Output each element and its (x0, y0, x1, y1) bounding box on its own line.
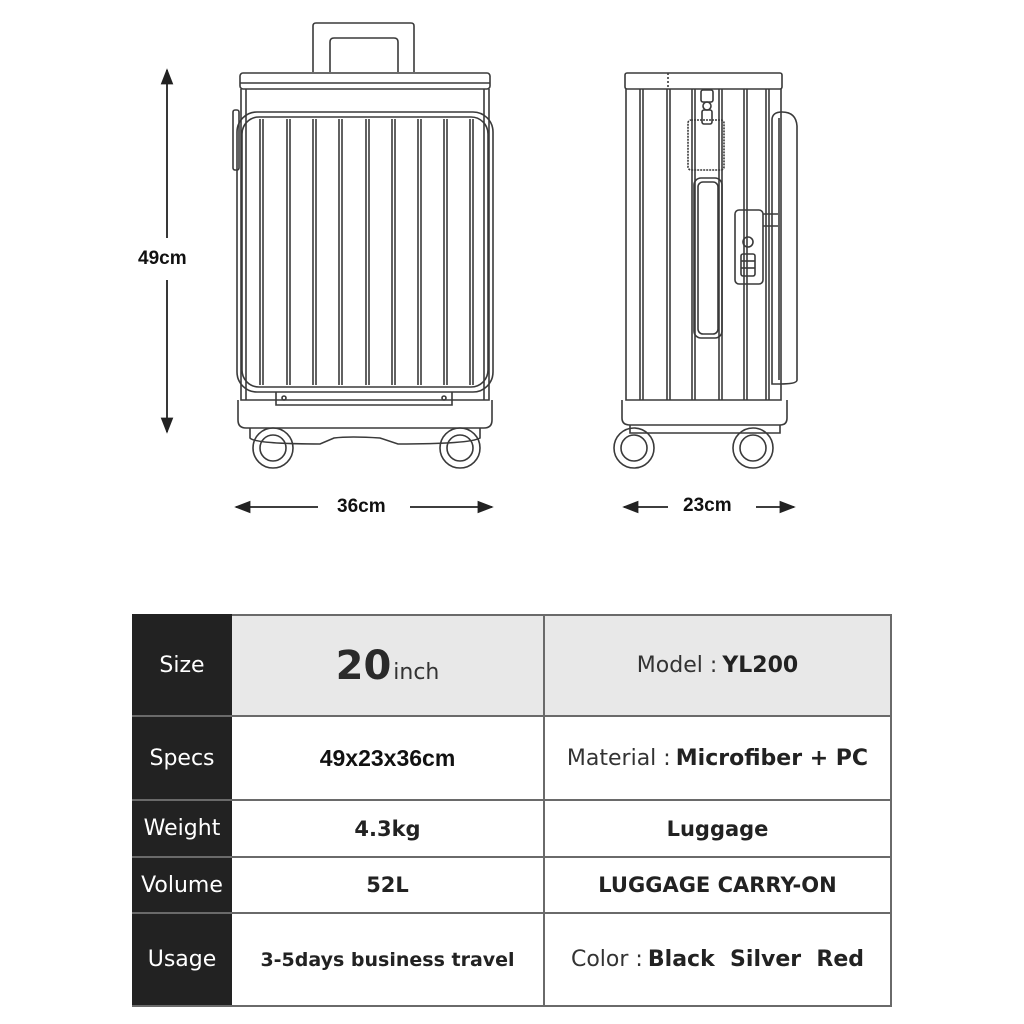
row-header: Specs (133, 716, 231, 800)
volume-text: 52L (366, 873, 409, 897)
material-key: Material : (566, 745, 671, 771)
spec-row-size (133, 615, 891, 716)
weight-value (231, 800, 544, 857)
material-value: Microfiber + PC (675, 745, 869, 771)
spec-row-specs (133, 716, 891, 800)
row-header: Usage (133, 913, 231, 1006)
model-cell (544, 615, 891, 716)
row-header: Weight (133, 800, 231, 857)
height-dimension-label: 49cm (138, 248, 187, 269)
type-text: LUGGAGE CARRY-ON (598, 873, 837, 897)
size-value (231, 615, 544, 716)
spec-row-weight (133, 800, 891, 857)
side-view-suitcase-icon (614, 73, 797, 468)
specs-dimensions: 49x23x36cm (319, 744, 456, 771)
category-cell (544, 800, 891, 857)
usage-value (231, 913, 544, 1006)
specs-value (231, 716, 544, 800)
material-cell (544, 716, 891, 800)
size-unit: inch (393, 659, 440, 685)
width-dimension-label: 36cm (337, 496, 386, 517)
color-value: Black Silver Red (647, 947, 865, 972)
color-key: Color : (570, 947, 643, 972)
front-view-suitcase-icon (233, 23, 493, 468)
model-key: Model : (636, 653, 718, 678)
volume-value (231, 857, 544, 913)
weight-text: 4.3kg (354, 816, 421, 841)
spec-table (132, 614, 892, 1007)
color-cell (544, 913, 891, 1006)
type-cell (544, 857, 891, 913)
row-header: Volume (133, 857, 231, 913)
usage-text: 3-5days business travel (260, 948, 515, 971)
row-header: Size (133, 615, 231, 716)
spec-row-usage (133, 913, 891, 1006)
size-number: 20 (335, 642, 392, 689)
depth-dimension-label: 23cm (683, 495, 732, 516)
spec-row-volume (133, 857, 891, 913)
category-text: Luggage (666, 816, 769, 841)
model-value: YL200 (722, 653, 799, 678)
